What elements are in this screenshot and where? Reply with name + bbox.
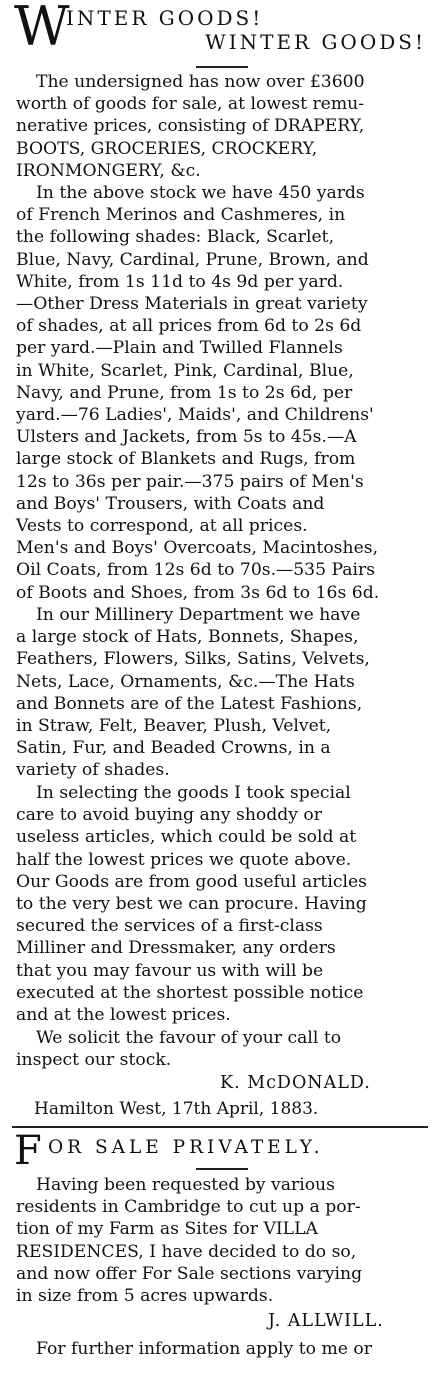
text-line: to the very best we can procure. Having: [16, 894, 367, 915]
paragraph-drapery: [16, 182, 424, 604]
paragraph-solicit: [16, 1027, 424, 1071]
short-rule: [196, 66, 248, 68]
text-line: useless articles, which could be sold at: [16, 827, 357, 848]
text-line: in White, Scarlet, Pink, Cardinal, Blue,: [16, 360, 354, 381]
signature-allwill: J. ALLWILL.: [268, 1311, 384, 1331]
text-line: inspect our stock.: [16, 1050, 172, 1071]
text-line: For further information apply to me or: [36, 1339, 372, 1359]
text-line: of French Merinos and Cashmeres, in: [16, 205, 346, 226]
text-line: in size from 5 acres upwards.: [16, 1286, 274, 1307]
winter-goods-heading: [14, 0, 430, 64]
text-line: Blue, Navy, Cardinal, Prune, Brown, and: [16, 249, 369, 270]
text-line: in Straw, Felt, Beaver, Plush, Velvet,: [16, 716, 332, 737]
text-line: the following shades: Black, Scarlet,: [16, 227, 335, 248]
text-line: Satin, Fur, and Beaded Crowns, in a: [16, 738, 331, 759]
text-line: In the above stock we have 450 yards: [36, 183, 365, 203]
text-line: In selecting the goods I took special: [36, 783, 351, 803]
text-line: care to avoid buying any shoddy or: [16, 805, 322, 826]
text-line: We solicit the favour of your call to: [36, 1028, 342, 1048]
paragraph-quality: [16, 782, 424, 1026]
text-line: Ulsters and Jackets, from 5s to 45s.—A: [16, 427, 357, 448]
text-line: Milliner and Dressmaker, any orders: [16, 938, 336, 959]
text-line: Nets, Lace, Ornaments, &c.—The Hats: [16, 671, 355, 692]
text-line: variety of shades.: [16, 760, 170, 781]
text-line: Our Goods are from good useful articles: [16, 871, 367, 892]
paragraph-villa-sites: [16, 1174, 424, 1307]
text-line: residents in Cambridge to cut up a por-: [16, 1197, 361, 1218]
text-line: Navy, and Prune, from 1s to 2s 6d, per: [16, 382, 353, 403]
text-line: a large stock of Hats, Bonnets, Shapes,: [16, 627, 359, 648]
text-line: Feathers, Flowers, Silks, Satins, Velvets,: [16, 649, 370, 670]
text-line: RESIDENCES, I have decided to do so,: [16, 1241, 357, 1262]
text-line: Vests to correspond, at all prices.: [16, 516, 308, 537]
heading-drop-cap: W: [14, 0, 70, 58]
text-line: and Boys' Trousers, with Coats and: [16, 493, 325, 514]
signature-mcdonald: K. McDONALD.: [220, 1073, 371, 1093]
text-line: tion of my Farm as Sites for VILLA: [16, 1219, 318, 1240]
paragraph-millinery: [16, 604, 424, 782]
text-line: 12s to 36s per pair.—375 pairs of Men's: [16, 471, 364, 492]
heading-line-2: WINTER GOODS!: [205, 30, 426, 54]
text-line: worth of goods for sale, at lowest remu-: [16, 94, 365, 115]
paragraph-stock-intro: [16, 71, 424, 182]
text-line: half the lowest prices we quote above.: [16, 849, 352, 870]
text-line: of Boots and Shoes, from 3s 6d to 16s 6d.: [16, 582, 380, 603]
text-line: Men's and Boys' Overcoats, Macintoshes,: [16, 538, 379, 559]
text-line: —Other Dress Materials in great variety: [16, 294, 368, 315]
text-line: White, from 1s 11d to 4s 9d per yard.: [16, 271, 344, 292]
text-line: and Bonnets are of the Latest Fashions,: [16, 693, 363, 714]
text-line: executed at the shortest possible notice: [16, 982, 364, 1003]
text-line: large stock of Blankets and Rugs, from: [16, 449, 356, 470]
text-line: Having been requested by various: [36, 1175, 335, 1195]
text-line: of shades, at all prices from 6d to 2s 6d: [16, 316, 362, 337]
text-line: nerative prices, consisting of DRAPERY,: [16, 116, 365, 137]
text-line: The undersigned has now over £3600: [36, 72, 365, 92]
text-line: per yard.—Plain and Twilled Flannels: [16, 338, 343, 359]
heading-drop-cap: F: [14, 1128, 42, 1174]
paragraph-further-info: [16, 1338, 424, 1360]
short-rule: [196, 1168, 248, 1170]
text-line: secured the services of a first-class: [16, 916, 323, 937]
heading-line-1: INTER GOODS!: [66, 6, 264, 30]
text-line: Oil Coats, from 12s 6d to 70s.—535 Pairs: [16, 560, 376, 581]
text-line: In our Millinery Department we have: [36, 605, 361, 625]
text-line: and now offer For Sale sections varying: [16, 1263, 363, 1284]
text-line: BOOTS, GROCERIES, CROCKERY,: [16, 138, 318, 159]
text-line: IRONMONGERY, &c.: [16, 160, 201, 181]
dateline: Hamilton West, 17th April, 1883.: [34, 1099, 319, 1119]
section-divider: [12, 1126, 428, 1128]
heading-text: OR SALE PRIVATELY.: [48, 1137, 324, 1158]
text-line: that you may favour us with will be: [16, 960, 324, 981]
text-line: yard.—76 Ladies', Maids', and Childrens': [16, 405, 374, 426]
text-line: and at the lowest prices.: [16, 1005, 231, 1026]
